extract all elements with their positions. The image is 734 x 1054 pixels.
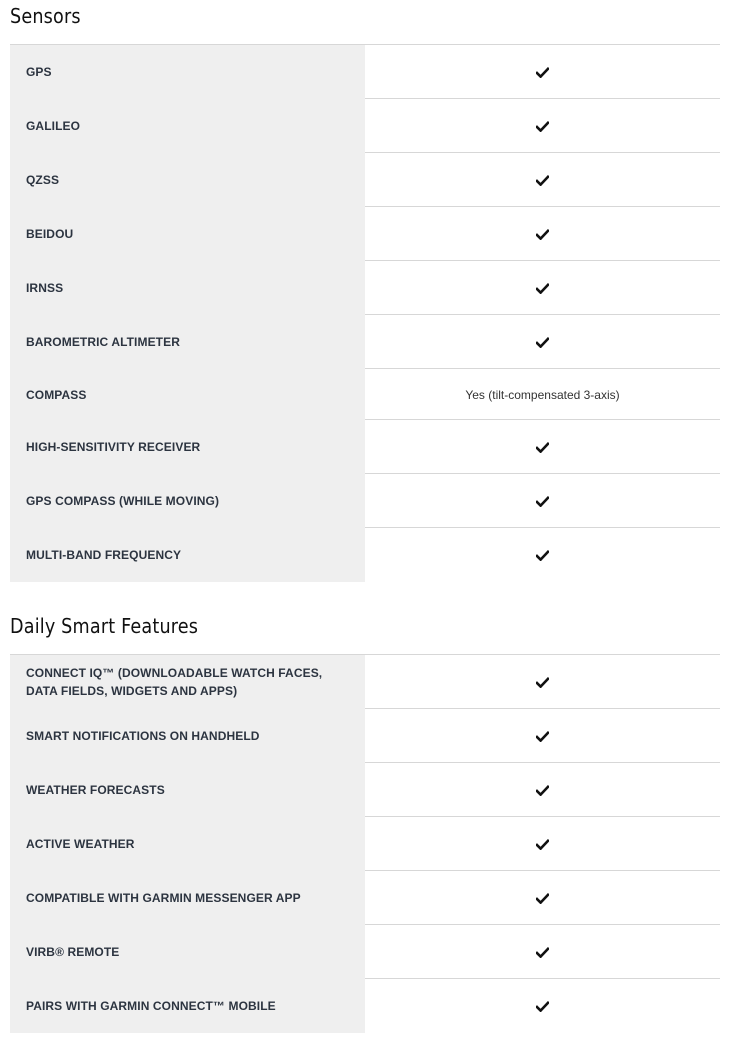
spec-row-irnss xyxy=(10,261,720,315)
checkmark-icon xyxy=(536,175,549,186)
spec-label: VIRB® REMOTE xyxy=(10,925,365,979)
spec-row-active-weather xyxy=(10,817,720,871)
checkmark-icon xyxy=(536,677,549,688)
checkmark-icon xyxy=(536,731,549,742)
checkmark-icon xyxy=(536,229,549,240)
spec-label: GALILEO xyxy=(10,99,365,153)
spec-row-weather-forecasts xyxy=(10,763,720,817)
spec-row-barometric-altimeter xyxy=(10,315,720,369)
spec-label: COMPASS xyxy=(10,369,365,420)
spec-row-beidou xyxy=(10,207,720,261)
spec-row-galileo xyxy=(10,99,720,153)
section-title-daily-smart-features: Daily Smart Features xyxy=(10,614,199,638)
spec-row-compatible-with-garmin-messenger-app xyxy=(10,871,720,925)
spec-label: PAIRS WITH GARMIN CONNECT™ MOBILE xyxy=(10,979,365,1033)
spec-label: GPS COMPASS (WHILE MOVING) xyxy=(10,474,365,528)
spec-row-pairs-with-garmin-connect-mobile xyxy=(10,979,720,1033)
spec-row-gps xyxy=(10,45,720,99)
spec-row-virb-remote xyxy=(10,925,720,979)
spec-label: WEATHER FORECASTS xyxy=(10,763,365,817)
spec-row-smart-notifications-on-handheld xyxy=(10,709,720,763)
spec-label: IRNSS xyxy=(10,261,365,315)
spec-row-multi-band-frequency xyxy=(10,528,720,582)
sensors-spec-table xyxy=(10,44,720,582)
checkmark-icon xyxy=(536,785,549,796)
spec-value xyxy=(365,261,720,315)
spec-label: SMART NOTIFICATIONS ON HANDHELD xyxy=(10,709,365,763)
spec-value xyxy=(365,153,720,207)
spec-value xyxy=(365,709,720,763)
spec-label: ACTIVE WEATHER xyxy=(10,817,365,871)
spec-value xyxy=(365,99,720,153)
spec-value xyxy=(365,45,720,99)
checkmark-icon xyxy=(536,550,549,561)
spec-label: GPS xyxy=(10,45,365,99)
checkmark-icon xyxy=(536,283,549,294)
spec-row-high-sensitivity-receiver xyxy=(10,420,720,474)
spec-value xyxy=(365,528,720,582)
spec-value xyxy=(365,315,720,369)
checkmark-icon xyxy=(536,121,549,132)
checkmark-icon xyxy=(536,337,549,348)
spec-value xyxy=(365,655,720,709)
checkmark-icon xyxy=(536,442,549,453)
spec-label: HIGH-SENSITIVITY RECEIVER xyxy=(10,420,365,474)
spec-value xyxy=(365,925,720,979)
spec-row-compass xyxy=(10,369,720,420)
checkmark-icon xyxy=(536,496,549,507)
spec-row-gps-compass-while-moving xyxy=(10,474,720,528)
spec-row-connect-iq-downloadable-watch-faces-data-fields-widgets-and-apps xyxy=(10,655,720,709)
spec-value xyxy=(365,817,720,871)
spec-value xyxy=(365,474,720,528)
spec-label: BEIDOU xyxy=(10,207,365,261)
daily-smart-features-spec-table xyxy=(10,654,720,1033)
checkmark-icon xyxy=(536,893,549,904)
spec-value xyxy=(365,979,720,1033)
section-title-sensors: Sensors xyxy=(10,4,81,28)
spec-value xyxy=(365,420,720,474)
spec-value xyxy=(365,207,720,261)
spec-label: MULTI-BAND FREQUENCY xyxy=(10,528,365,582)
spec-value-text: Yes (tilt-compensated 3-axis) xyxy=(465,387,620,402)
checkmark-icon xyxy=(536,839,549,850)
spec-label: CONNECT IQ™ (DOWNLOADABLE WATCH FACES, DATA FIELDS, WIDGETS AND APPS) xyxy=(10,655,365,709)
checkmark-icon xyxy=(536,67,549,78)
spec-value xyxy=(365,763,720,817)
spec-label: COMPATIBLE WITH GARMIN MESSENGER APP xyxy=(10,871,365,925)
checkmark-icon xyxy=(536,1001,549,1012)
spec-label: QZSS xyxy=(10,153,365,207)
spec-label: BAROMETRIC ALTIMETER xyxy=(10,315,365,369)
spec-value xyxy=(365,871,720,925)
checkmark-icon xyxy=(536,947,549,958)
spec-row-qzss xyxy=(10,153,720,207)
